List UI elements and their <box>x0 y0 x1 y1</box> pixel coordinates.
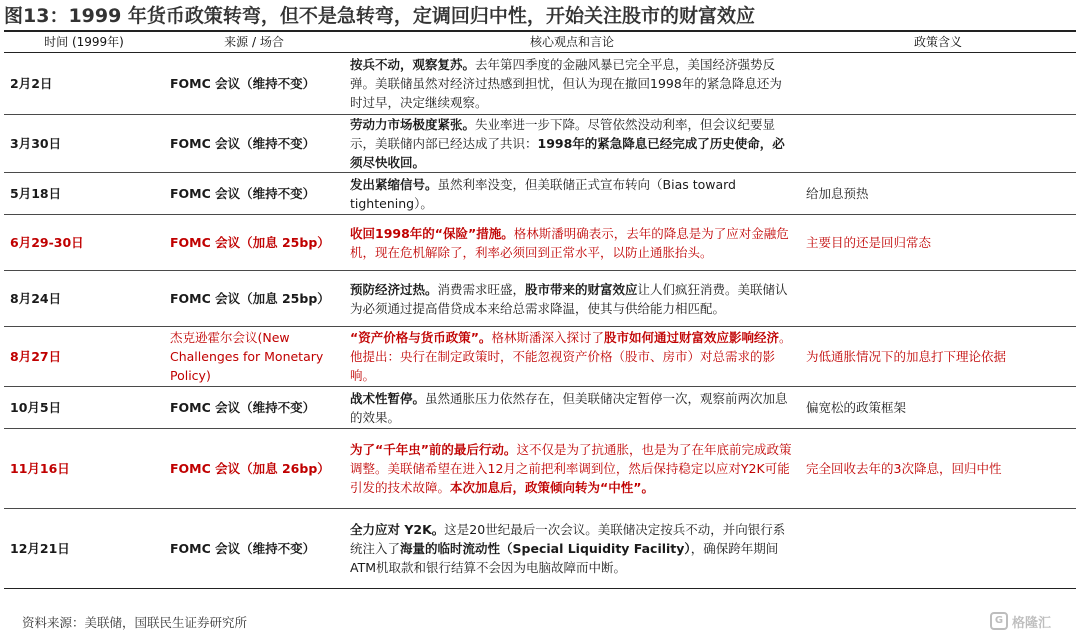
source-note: 资料来源：美联储，国联民生证券研究所 <box>22 615 248 630</box>
highlight-text: 战术性暂停。 <box>350 390 426 406</box>
logo-text: 格隆汇 <box>1012 615 1052 631</box>
logo-icon: G <box>990 612 1008 630</box>
body-text: 格林斯潘明确表示，去年的降息是为了应对金融危机，现在危机解除了，利率必须回到正常水平，以防止通胀抬头。 <box>350 225 789 260</box>
cell-implication: 为低通胀情况下的加息打下理论依据 <box>800 327 1076 387</box>
cell-implication <box>800 271 1076 327</box>
policy-table <box>4 32 1076 589</box>
cell-key-points <box>344 215 800 271</box>
body-text: 消费需求旺盛， <box>437 281 526 297</box>
column-header-points: 核心观点和言论 <box>344 32 800 53</box>
body-text: 这不仅是为了抗通胀，也是为了在年底前完成政策调整。美联储希望在进入12月之前把利率调到位，然后保持稳定以应对Y2K可能引发的技术故障。 <box>350 442 792 495</box>
highlight-text: 预防经济过热。 <box>350 281 438 297</box>
highlight-text: 1998年的紧急降息已经完成了历史使命，必须尽快收回。 <box>350 136 785 170</box>
watermark-logo <box>990 609 1072 633</box>
highlight-text: 股市带来的财富效应 <box>525 281 638 297</box>
table-row <box>4 215 1076 271</box>
highlight-text: 股市如何通过财富效应影响经济 <box>603 330 779 345</box>
body-text: 去年第四季度的金融风暴已完全平息，美国经济强势反弹。美联储虽然对经济过热感到担忧，但认为现在撤回1998年的紧急降息还为时过早，决定继续观察。 <box>350 57 782 110</box>
body-text: 这是20世纪最后一次会议。美联储决定按兵不动，并向银行系统注入了 <box>350 522 786 556</box>
cell-source: FOMC 会议（维持不变） <box>164 53 344 115</box>
body-text: 虽然通胀压力依然存在，但美联储决定暂停一次，观察前两次加息的效果。 <box>350 390 788 425</box>
table-row <box>4 429 1076 509</box>
cell-implication <box>800 509 1076 589</box>
cell-time: 10月5日 <box>4 387 164 429</box>
cell-source: FOMC 会议（加息 25bp） <box>164 271 344 327</box>
table-row <box>4 271 1076 327</box>
cell-key-points <box>344 173 800 215</box>
highlight-text: 为了“千年虫”前的最后行动。 <box>350 442 517 457</box>
cell-source: FOMC 会议（维持不变） <box>164 387 344 429</box>
cell-implication: 主要目的还是回归常态 <box>800 215 1076 271</box>
cell-key-points <box>344 509 800 589</box>
table-header-row <box>4 32 1076 53</box>
cell-time: 8月24日 <box>4 271 164 327</box>
highlight-text: 全力应对 Y2K。 <box>350 522 445 537</box>
table-row <box>4 173 1076 215</box>
highlight-text: 按兵不动，观察复苏。 <box>350 57 476 72</box>
cell-source: 杰克逊霍尔会议(New Challenges for Monetary Policy) <box>164 327 344 387</box>
body-text: 格林斯潘深入探讨了 <box>491 330 604 345</box>
highlight-text: “资产价格与货币政策”。 <box>350 330 492 345</box>
highlight-text: 劳动力市场极度紧张。 <box>350 117 476 132</box>
cell-time: 6月29-30日 <box>4 215 164 271</box>
table-row <box>4 509 1076 589</box>
cell-source: FOMC 会议（加息 26bp） <box>164 429 344 509</box>
cell-source: FOMC 会议（加息 25bp） <box>164 215 344 271</box>
highlight-text: 发出紧缩信号。 <box>350 176 438 192</box>
column-header-source: 来源 / 场合 <box>164 32 344 53</box>
table-row <box>4 327 1076 387</box>
cell-key-points <box>344 429 800 509</box>
body-text: 让人们疯狂消费。美联储认为必须通过提高借贷成本来给总需求降温，使其与供给能力相匹配。 <box>350 281 788 316</box>
cell-implication <box>800 115 1076 173</box>
page-title: 图13：1999 年货币政策转弯，但不是急转弯，定调回归中性，开始关注股市的财富效应 <box>4 5 755 27</box>
body-text: 。他提出：央行在制定政策时，不能忽视资产价格（股市、房市）对总需求的影响。 <box>350 330 792 383</box>
highlight-text: 收回1998年的“保险”措施。 <box>350 225 514 241</box>
cell-time: 5月18日 <box>4 173 164 215</box>
highlight-text: 本次加息后，政策倾向转为“中性”。 <box>450 480 654 495</box>
table-body <box>4 53 1076 589</box>
body-text: 虽然利率没变，但美联储正式宣布转向（Bias toward tightening）。 <box>350 176 736 211</box>
cell-time: 11月16日 <box>4 429 164 509</box>
column-header-implication: 政策含义 <box>800 32 1076 53</box>
cell-key-points <box>344 327 800 387</box>
cell-source: FOMC 会议（维持不变） <box>164 509 344 589</box>
cell-time: 12月21日 <box>4 509 164 589</box>
table-row <box>4 115 1076 173</box>
cell-implication: 给加息预热 <box>800 173 1076 215</box>
table-row <box>4 53 1076 115</box>
cell-key-points <box>344 115 800 173</box>
column-header-time: 时间 (1999年) <box>4 32 164 53</box>
cell-source: FOMC 会议（维持不变） <box>164 173 344 215</box>
cell-key-points <box>344 387 800 429</box>
cell-implication: 完全回收去年的3次降息，回归中性 <box>800 429 1076 509</box>
cell-implication <box>800 53 1076 115</box>
cell-implication: 偏宽松的政策框架 <box>800 387 1076 429</box>
cell-key-points <box>344 271 800 327</box>
highlight-text: 海量的临时流动性（Special Liquidity Facility） <box>400 541 691 556</box>
cell-time: 2月2日 <box>4 53 164 115</box>
table-row <box>4 387 1076 429</box>
cell-time: 3月30日 <box>4 115 164 173</box>
cell-key-points <box>344 53 800 115</box>
cell-source: FOMC 会议（维持不变） <box>164 115 344 173</box>
body-text: ，确保跨年期间ATM机取款和银行结算不会因为电脑故障而中断。 <box>350 541 779 575</box>
cell-time: 8月27日 <box>4 327 164 387</box>
body-text: 失业率进一步下降。尽管依然没动利率，但会议纪要显示，美联储内部已经达成了共识： <box>350 117 776 151</box>
